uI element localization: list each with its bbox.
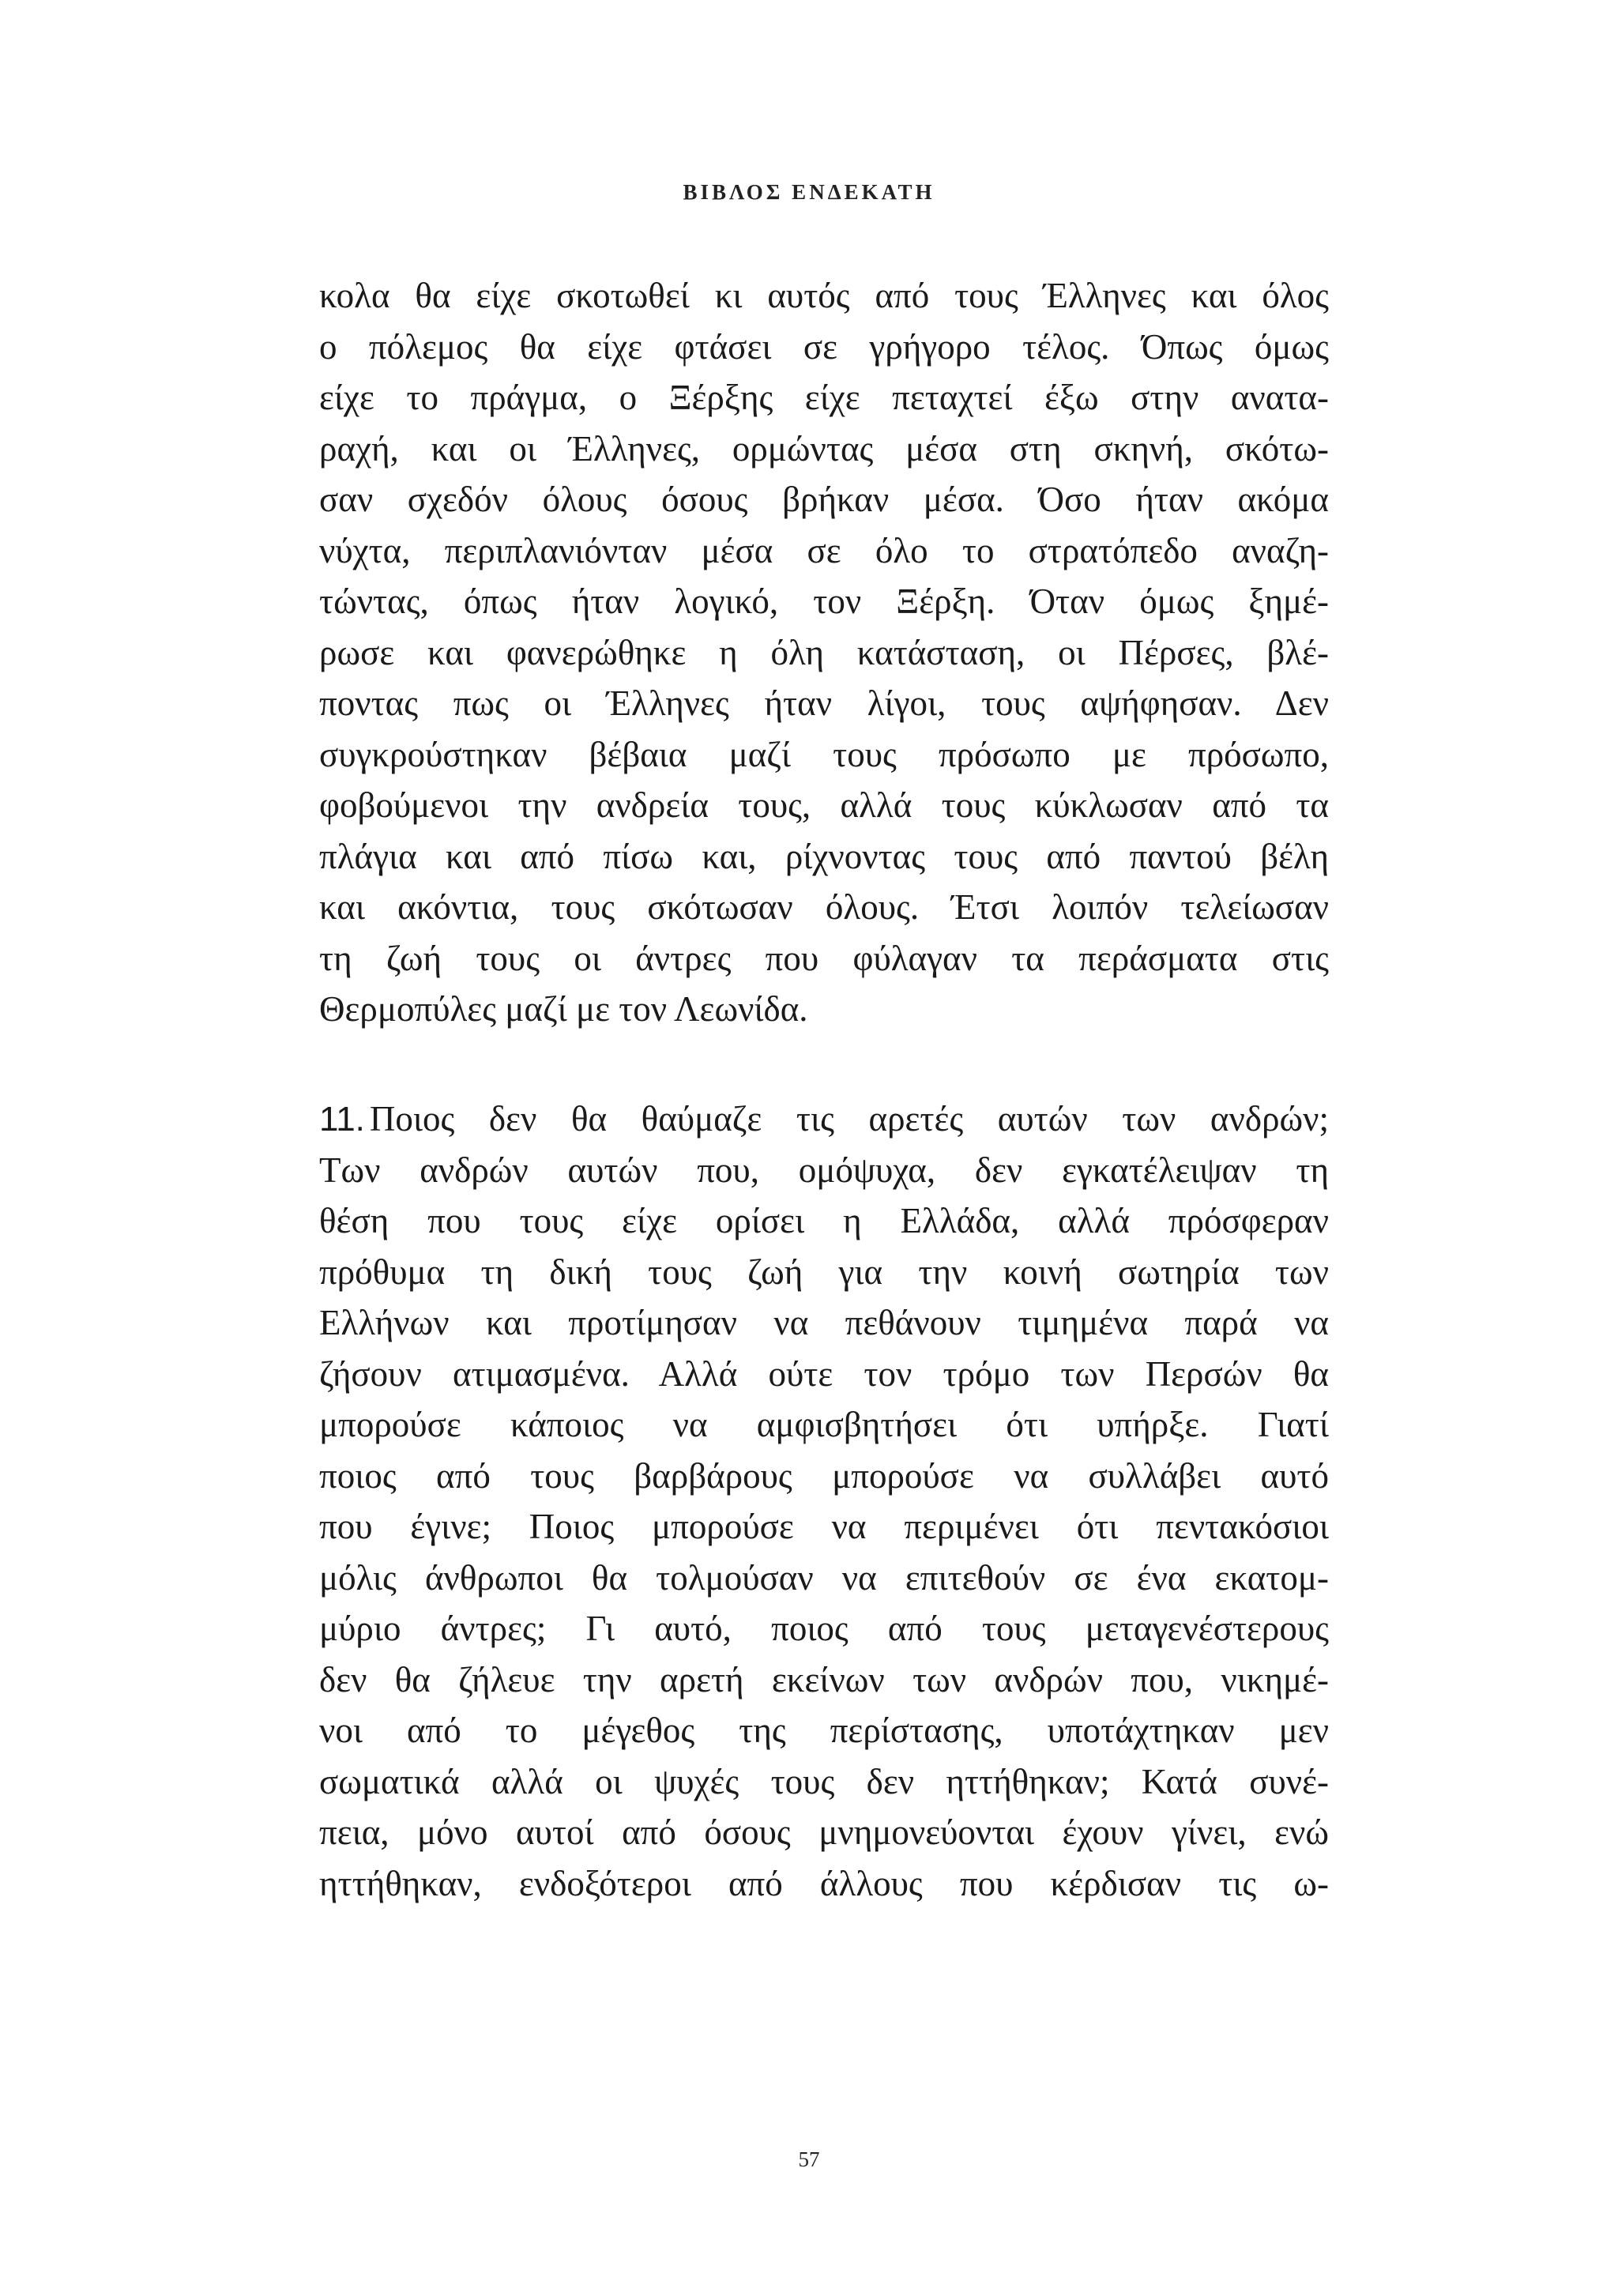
text-line: συγκρούστηκαν βέβαια μαζί τους πρόσωπο με πρόσωπο, bbox=[319, 734, 1329, 774]
text-line: ποντας πως οι Έλληνες ήταν λίγοι, τους αψήφησαν. Δεν bbox=[319, 683, 1329, 723]
text-line: σαν σχεδόν όλους όσους βρήκαν μέσα. Όσο ήταν ακόμα bbox=[319, 480, 1329, 519]
text-line: θέση που τους είχε ορίσει η Ελλάδα, αλλά πρόσφεραν bbox=[319, 1201, 1329, 1240]
text-line: ηττήθηκαν, ενδοξότεροι από άλλους που κέρδισαν τις ω- bbox=[319, 1863, 1329, 1903]
text-line: σωματικά αλλά οι ψυχές τους δεν ηττήθηκαν; Κατά συνέ- bbox=[319, 1761, 1329, 1801]
text-line: και ακόντια, τους σκότωσαν όλους. Έτσι λοιπόν τελείωσαν bbox=[319, 887, 1329, 927]
text-line: πλάγια και από πίσω και, ρίχνοντας τους από παντού βέλη bbox=[319, 836, 1329, 876]
text-line: φοβούμενοι την ανδρεία τους, αλλά τους κύκλωσαν από τα bbox=[319, 785, 1329, 825]
text-line: πρόθυμα τη δική τους ζωή για την κοινή σωτηρία των bbox=[319, 1252, 1329, 1292]
text-line: μπορούσε κάποιος να αμφισβητήσει ότι υπήρξε. Γιατί bbox=[319, 1405, 1329, 1444]
text-line: που έγινε; Ποιος μπορούσε να περιμένει ότι πεντακόσιοι bbox=[319, 1507, 1329, 1546]
text-line: μόλις άνθρωποι θα τολμούσαν να επιτεθούν σε ένα εκατομ- bbox=[319, 1557, 1329, 1598]
text-line: Των ανδρών αυτών που, ομόψυχα, δεν εγκατέλειψαν τη bbox=[319, 1150, 1329, 1190]
text-line: ο πόλεμος θα είχε φτάσει σε γρήγορο τέλος. Όπως όμως bbox=[319, 326, 1329, 367]
text-line: δεν θα ζήλευε την αρετή εκείνων των ανδρών που, νικημέ- bbox=[319, 1659, 1329, 1699]
text-line: Θερμοπύλες μαζί με τον Λεωνίδα. bbox=[319, 989, 808, 1029]
text-line: Ελλήνων και προτίμησαν να πεθάνουν τιμημένα παρά να bbox=[319, 1303, 1329, 1342]
text-line: τώντας, όπως ήταν λογικό, τον Ξέρξη. Όταν όμως ξημέ- bbox=[319, 582, 1329, 621]
text-line: ζήσουν ατιμασμένα. Αλλά ούτε τον τρόμο των Περσών θα bbox=[319, 1353, 1329, 1394]
text-line: πεια, μόνο αυτοί από όσους μνημονεύονται έχουν γίνει, ενώ bbox=[319, 1812, 1329, 1852]
text-line: κολα θα είχε σκοτωθεί κι αυτός από τους Έλληνες και όλος bbox=[319, 276, 1329, 315]
section-number: 11. bbox=[319, 1100, 365, 1139]
first-line-text: Ποιος δεν θα θαύμαζε τις αρετές αυτών των ανδρών; bbox=[369, 1099, 1329, 1139]
text-line: μύριο άντρες; Γι αυτό, ποιος από τους μεταγενέστερους bbox=[319, 1609, 1329, 1648]
paragraph-continuation bbox=[319, 270, 1329, 1035]
page-number: 57 bbox=[798, 2147, 820, 2171]
paragraph-section-11 bbox=[319, 1093, 1329, 1909]
text-line: ραχή, και οι Έλληνες, ορμώντας μέσα στη σκηνή, σκότω- bbox=[319, 428, 1329, 469]
text-line: νύχτα, περιπλανιόνταν μέσα σε όλο το στρατόπεδο αναζη- bbox=[319, 530, 1329, 570]
text-line: τη ζωή τους οι άντρες που φύλαγαν τα περάσματα στις bbox=[319, 938, 1329, 978]
text-line: είχε το πράγμα, ο Ξέρξης είχε πεταχτεί έξω στην ανατα- bbox=[319, 378, 1329, 417]
text-line-first bbox=[319, 1093, 1329, 1145]
text-line: νοι από το μέγεθος της περίστασης, υποτάχτηκαν μεν bbox=[319, 1711, 1329, 1750]
text-line: ποιος από τους βαρβάρους μπορούσε να συλλάβει αυτό bbox=[319, 1455, 1329, 1496]
running-head: ΒΙΒΛΟΣ ΕΝΔΕΚΑΤΗ bbox=[683, 180, 935, 204]
text-line: ρωσε και φανερώθηκε η όλη κατάσταση, οι Πέρσες, βλέ- bbox=[319, 632, 1329, 672]
